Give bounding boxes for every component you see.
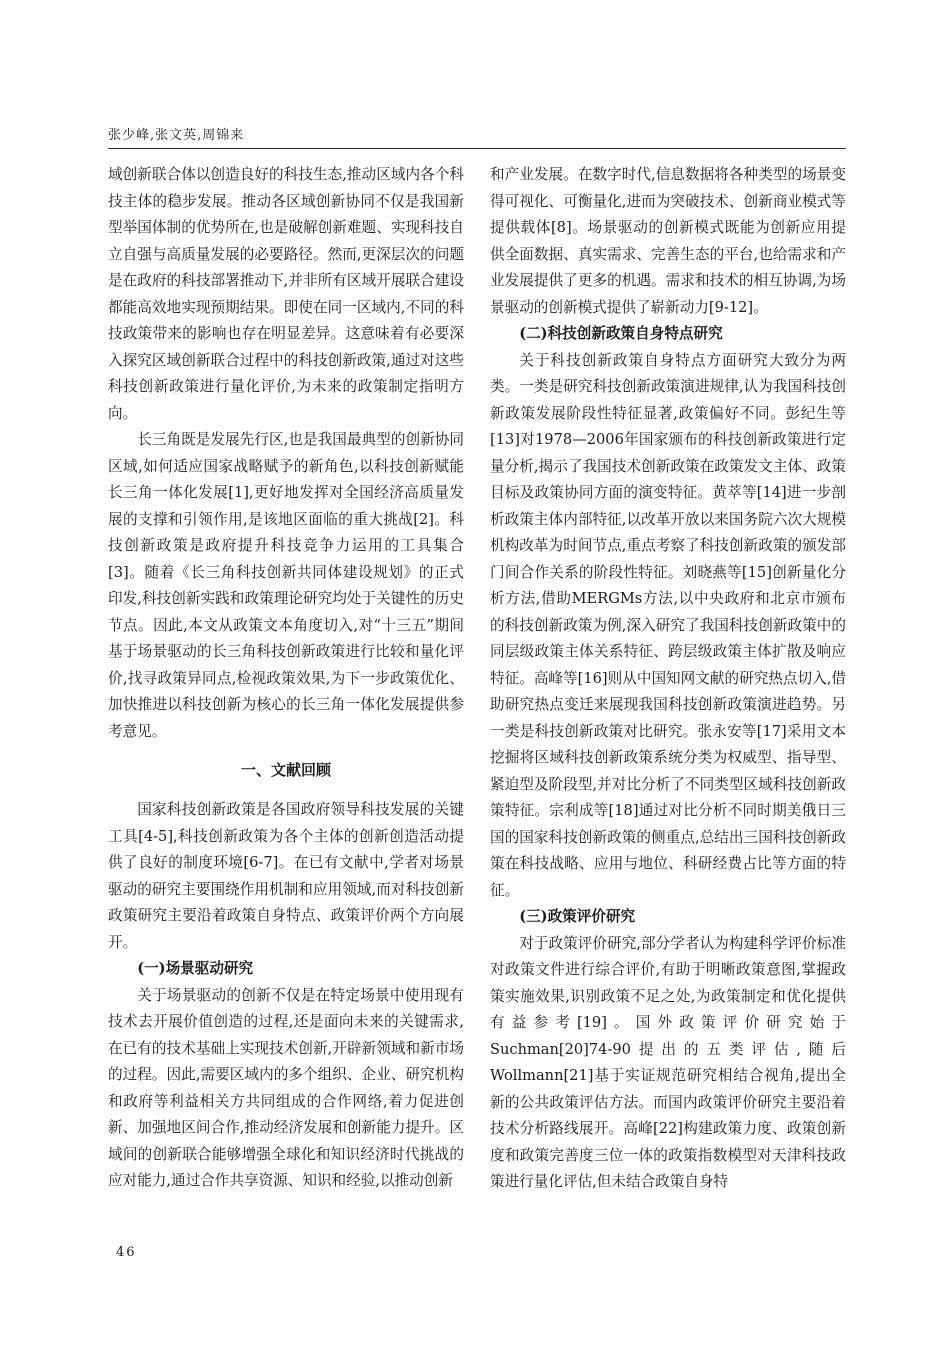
header-rule (108, 148, 846, 149)
paragraph: 国家科技创新政策是各国政府领导科技发展的关键工具[4-5],科技创新政策为各个主体的创新创造活动提供了良好的制度环境[6-7]。在已有文献中,学者对场景驱动的研究主要围绕作用机制和应用领域,而对科技创新政策研究主要沿着政策自身特点、政策评价两个方向展开。 (108, 801, 464, 951)
section-heading: 一、文献回顾 (240, 761, 331, 779)
subsection-heading: (二)科技创新政策自身特点研究 (519, 325, 723, 342)
right-column (490, 162, 846, 1196)
running-header-authors: 张少峰,张文英,周锦来 (108, 128, 245, 143)
subsection-heading: (三)政策评价研究 (519, 908, 636, 925)
paragraph: 和产业发展。在数字时代,信息数据将各种类型的场景变得可视化、可衡量化,进而为突破技术、创新商业模式等提供载体[8]。场景驱动的创新模式既能为创新应用提供全面数据、真实需求、完善生态的平台,也给需求和产业发展提供了更多的机遇。需求和技术的相互协调,为场景驱动的创新模式提供了崭新动力[9-12]。 (490, 166, 846, 316)
paragraph: 关于场景驱动的创新不仅是在特定场景中使用现有技术去开展价值创造的过程,还是面向未来的关键需求,在已有的技术基础上实现技术创新,开辟新领域和新市场的过程。因此,需要区域内的多个组织、企业、研究机构和政府等利益相关方共同组成的合作网络,着力促进创新、加强地区间合作,推动经济发展和创新能力提升。区域间的创新联合能够增强全球化和知识经济时代挑战的应对能力,通过合作共享资源、知识和经验,以推动创新 (108, 986, 464, 1189)
paragraph: 关于科技创新政策自身特点方面研究大致分为两类。一类是研究科技创新政策演进规律,认为我国科技创新政策发展阶段性特征显著,政策偏好不同。彭纪生等[13]对1978—2006年国家颁布的科技创新政策进行定量分析,揭示了我国技术创新政策在政策发文主体、政策目标及政策协同方面的演变特征。黄萃等[14]进一步剖析政策主体内部特征,以改革开放以来国务院六次大规模机构改革为时间节点,重点考察了科技创新政策的颁发部门间合作关系的阶段性特征。刘晓燕等[15]创新量化分析方法,借助MERGMs方法,以中央政府和北京市颁布的科技创新政策为例,深入研究了我国科技创新政策中的同层级政策主体关系特征、跨层级政策主体扩散及响应特征。高峰等[16]则从中国知网文献的研究热点切入,借助研究热点变迁来展现我国科技创新政策演进趋势。另一类是科技创新政策对比研究。张永安等[17]采用文本挖掘将区域科技创新政策系统分类为权威型、指导型、紧迫型及阶段型,并对比分析了不同类型区域科技创新政策特征。宗利成等[18]通过对比分析不同时期美俄日三国的国家科技创新政策的侧重点,总结出三国科技创新政策在科技战略、应用与地位、科研经费占比等方面的特征。 (490, 351, 846, 899)
left-column (108, 162, 464, 1195)
paragraph: 对于政策评价研究,部分学者认为构建科学评价标准对政策文件进行综合评价,有助于明晰政策意图,掌握政策实施效果,识别政策不足之处,为政策制定和优化提供有益参考[19]。国外政策评价研究始于Suchman[20]74-90提出的五类评估,随后Wollmann[21]基于实证规范研究相结合视角,提出全新的公共政策评估方法。而国内政策评价研究主要沿着技术分析路线展开。高峰[22]构建政策力度、政策创新度和政策完善度三位一体的政策指数模型对天津科技政策进行量化评估,但未结合政策自身特 (490, 934, 846, 1190)
paragraph: 长三角既是发展先行区,也是我国最典型的创新协同区域,如何适应国家战略赋予的新角色,以科技创新赋能长三角一体化发展[1],更好地发挥对全国经济高质量发展的支撑和引领作用,是该地区面临的重大挑战[2]。科技创新政策是政府提升科技竞争力运用的工具集合[3]。随着《长三角科技创新共同体建设规划》的正式印发,科技创新实践和政策理论研究均处于关键性的历史节点。因此,本文从政策文本角度切入,对“十三五”期间基于场景驱动的长三角科技创新政策进行比较和量化评价,找寻政策异同点,检视政策效果,为下一步政策优化、加快推进以科技创新为核心的长三角一体化发展提供参考意见。 (108, 431, 464, 740)
subsection-heading: (一)场景驱动研究 (137, 960, 254, 977)
paragraph: 域创新联合体以创造良好的科技生态,推动区域内各个科技主体的稳步发展。推动各区域创新协同不仅是我国新型举国体制的优势所在,也是破解创新难题、实现科技自立自强与高质量发展的必要路径。然而,更深层次的问题是在政府的科技部署推动下,并非所有区域开展联合建设都能高效地实现预期结果。即使在同一区域内,不同的科技政策带来的影响也存在明显差异。这意味着有必要深入探究区域创新联合过程中的科技创新政策,通过对这些科技创新政策进行量化评价,为未来的政策制定指明方向。 (108, 166, 464, 422)
page-number: 46 (116, 1245, 137, 1260)
